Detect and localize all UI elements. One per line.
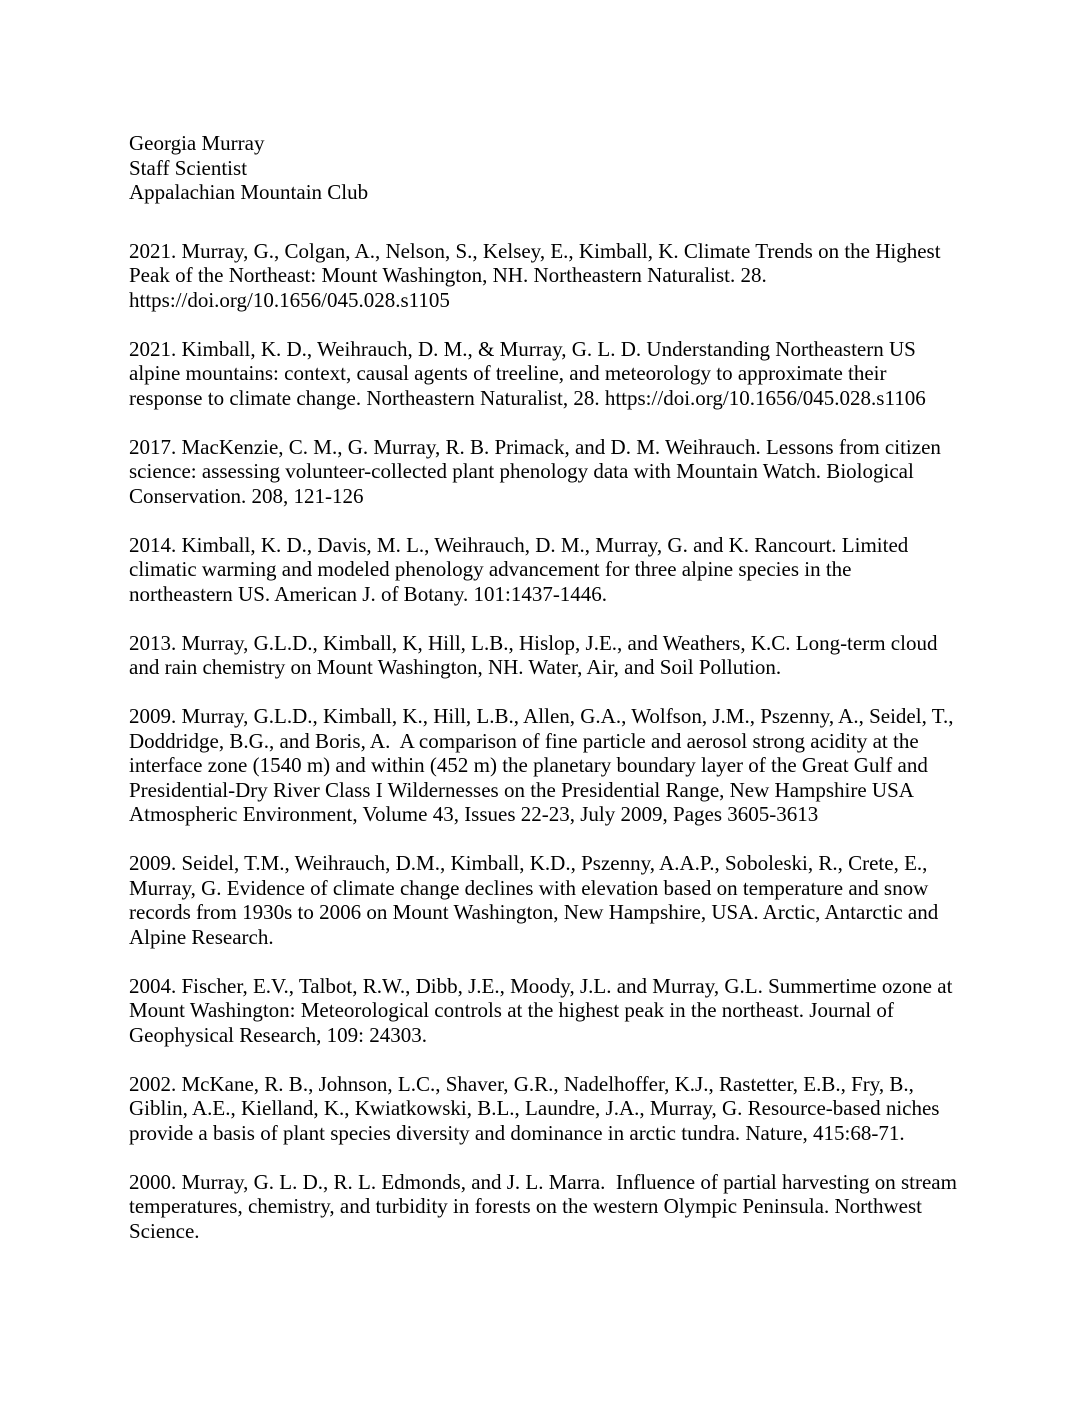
author-title: Staff Scientist [129,155,248,180]
publication-entry: 2017. MacKenzie, C. M., G. Murray, R. B. Primack, and D. M. Weihrauch. Lessons from citizen science: assessing volunteer-collected plant phenology data with Mountain Watch. Biological Conservation. 208, 121-126 [129,434,947,508]
publications-list [129,238,963,1244]
publication-entry: 2021. Murray, G., Colgan, A., Nelson, S., Kelsey, E., Kimball, K. Climate Trends on the Highest Peak of the Northeast: Mount Washington, NH. Northeastern Naturalist. 28. https://doi.org/10.1656/045.028.s1105 [129,238,946,312]
publication-entry: 2000. Murray, G. L. D., R. L. Edmonds, and J. L. Marra. Influence of partial harvesting on stream temperatures, chemistry, and turbidity in forests on the western Olympic Peninsula. Northwest Science. [129,1169,963,1243]
publication-entry: 2021. Kimball, K. D., Weihrauch, D. M., & Murray, G. L. D. Understanding Northeastern US alpine mountains: context, causal agents of treeline, and meteorology to approximate their response to climate change. Northeastern Naturalist, 28. https://doi.org/10.1656/045.028.s1106 [129,336,926,410]
publication-entry: 2009. Seidel, T.M., Weihrauch, D.M., Kimball, K.D., Pszenny, A.A.P., Soboleski, R., Crete, E., Murray, G. Evidence of climate change declines with elevation based on temperature and snow records from 1930s to 2006 on Mount Washington, New Hampshire, USA. Arctic, Antarctic and Alpine Research. [129,851,943,949]
publication-entry: 2004. Fischer, E.V., Talbot, R.W., Dibb, J.E., Moody, J.L. and Murray, G.L. Summertime ozone at Mount Washington: Meteorological controls at the highest peak in the northeast. Journal of Geophysical Research, 109: 24303. [129,973,958,1047]
publication-entry: 2014. Kimball, K. D., Davis, M. L., Weihrauch, D. M., Murray, G. and K. Rancourt. Limited climatic warming and modeled phenology advancement for three alpine species in the northeastern US. American J. of Botany. 101:1437-1446. [129,532,914,606]
author-name: Georgia Murray [129,131,265,155]
publication-entry: 2013. Murray, G.L.D., Kimball, K, Hill, L.B., Hislop, J.E., and Weathers, K.C. Long-term cloud and rain chemistry on Mount Washington, NH. Water, Air, and Soil Pollution. [129,630,943,679]
author-header [129,131,960,205]
publication-entry: 2002. McKane, R. B., Johnson, L.C., Shaver, G.R., Nadelhoffer, K.J., Rastetter, E.B., Fry, B., Giblin, A.E., Kielland, K., Kwiatkowski, B.L., Laundre, J.A., Murray, G. Resource-based niches provide a basis of plant species diversity and dominance in arctic tundra. Nature, 415:68-71. [129,1071,945,1145]
author-organization: Appalachian Mountain Club [129,180,369,204]
publication-entry: 2009. Murray, G.L.D., Kimball, K., Hill, L.B., Allen, G.A., Wolfson, J.M., Pszenny, A., Seidel, T., Doddridge, B.G., and Boris, A. A comparison of fine particle and aerosol strong acidity at the interface zone (1540 m) and within (452 m) the planetary boundary layer of the Great Gulf and Presidential-Dry River Class I Wildernesses on the Presidential Range, New Hampshire USA Atmospheric Environment, Volume 43, Issues 22-23, July 2009, Pages 3605-3613 [129,704,959,826]
